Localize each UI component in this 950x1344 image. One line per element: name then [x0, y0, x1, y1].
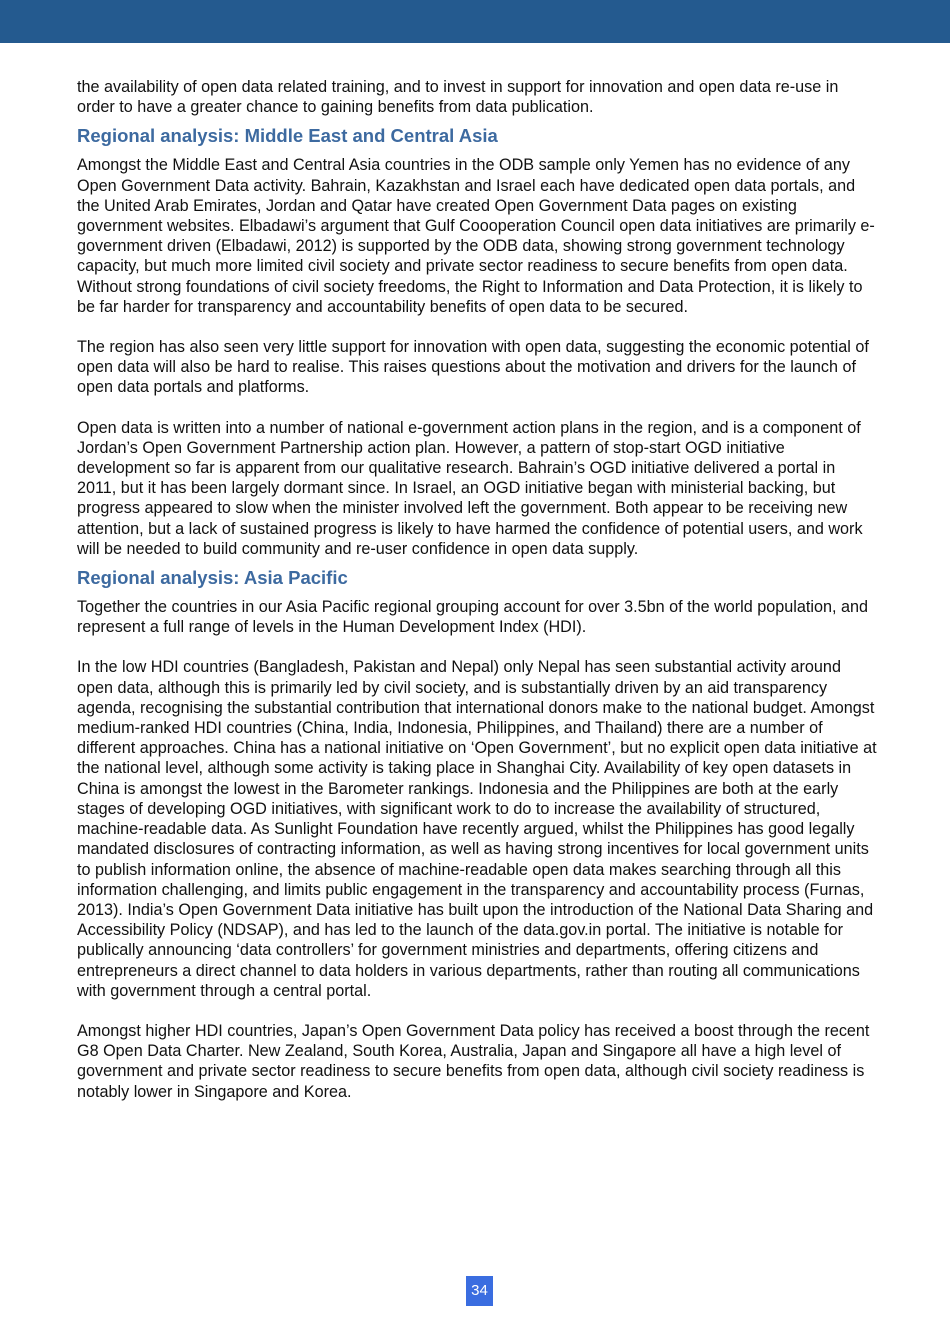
asia-pacific-paragraph-3: Amongst higher HDI countries, Japan’s Open Government Data policy has received a boost through the recent G8 Open Data Charter. New Zealand, South Korea, Australia, Japan and Singapore all have a high level of government and private sector readiness to secure benefits from open data, although civil society readiness is notably lower in Singapore and Korea. [77, 1021, 870, 1101]
middle-east-paragraph-3: Open data is written into a number of national e-government action plans in the region, and is a component of Jordan’s Open Government Partnership action plan. However, a pattern of stop-start OGD initiative development so far is apparent from our qualitative research. Bahrain’s OGD initiative delivered a portal in 2011, but it has been largely dormant since. In Israel, an OGD initiative began with ministerial backing, but progress appeared to slow when the minister involved left the government. Both appear to be receiving new attention, but a lack of sustained progress is likely to have harmed the confidence of potential users, and work will be needed to build community and re-user confidence in open data supply. [77, 418, 863, 558]
section-heading-asia-pacific: Regional analysis: Asia Pacific [77, 567, 348, 589]
section-heading-middle-east: Regional analysis: Middle East and Central Asia [77, 125, 498, 147]
asia-pacific-paragraph-2: In the low HDI countries (Bangladesh, Pakistan and Nepal) only Nepal has seen substantial activity around open data, although this is primarily led by civil society, and is substantially driven by an aid transparency agenda, recognising the substantial contribution that international donors make to the national budget. Amongst medium-ranked HDI countries (China, India, Indonesia, Philippines, and Thailand) there are a number of different approaches. China has a national initiative on ‘Open Government’, but no explicit open data initiative at the national level, although some activity is taking place in Shanghai City. Availability of key open datasets in China is amongst the lowest in the Barometer rankings. Indonesia and the Philippines are both at the early stages of developing OGD initiatives, with significant work to do to increase the availability of structured, machine-readable data. As Sunlight Foundation have recently argued, whilst the Philippines has good legally mandated disclosures of contracting information, as well as having strong incentives for local government units to publish information online, the absence of machine-readable open data makes searching through all this information challenging, and limits public engagement in the transparency and accountability process (Furnas, 2013). India’s Open Government Data initiative has built upon the introduction of the National Data Sharing and Accessibility Policy (NDSAP), and has led to the launch of the data.gov.in portal. The initiative is notable for publically announcing ‘data controllers’ for government ministries and departments, offering citizens and entrepreneurs a direct channel to data holders in various departments, rather than routing all communications with government through a central portal. [77, 658, 877, 1000]
page-content [77, 77, 877, 1122]
middle-east-paragraph-1: Amongst the Middle East and Central Asia countries in the ODB sample only Yemen has no evidence of any Open Government Data activity. Bahrain, Kazakhstan and Israel each have dedicated open data portals, and the United Arab Emirates, Jordan and Qatar have created Open Government Data pages on existing government websites. Elbadawi’s argument that Gulf Coooperation Council open data initiatives are primarily e-government driven (Elbadawi, 2012) is supported by the ODB data, showing strong government technology capacity, but much more limited civil society and private sector readiness to secure benefits from open data. Without strong foundations of civil society freedoms, the Right to Information and Data Protection, it is likely to be far harder for transparency and accountability benefits of open data to be secured. [77, 156, 875, 316]
middle-east-paragraph-2: The region has also seen very little support for innovation with open data, suggesting the economic potential of open data will also be hard to realise. This raises questions about the motivation and drivers for the launch of open data portals and platforms. [77, 338, 869, 397]
asia-pacific-paragraph-1: Together the countries in our Asia Pacific regional grouping account for over 3.5bn of the world population, and represent a full range of levels in the Human Development Index (HDI). [77, 598, 868, 637]
intro-paragraph: the availability of open data related training, and to invest in support for innovation and open data re-use in order to have a greater chance to gaining benefits from data publication. [77, 78, 839, 117]
page-number: 34 [466, 1276, 493, 1306]
header-band [0, 0, 950, 43]
